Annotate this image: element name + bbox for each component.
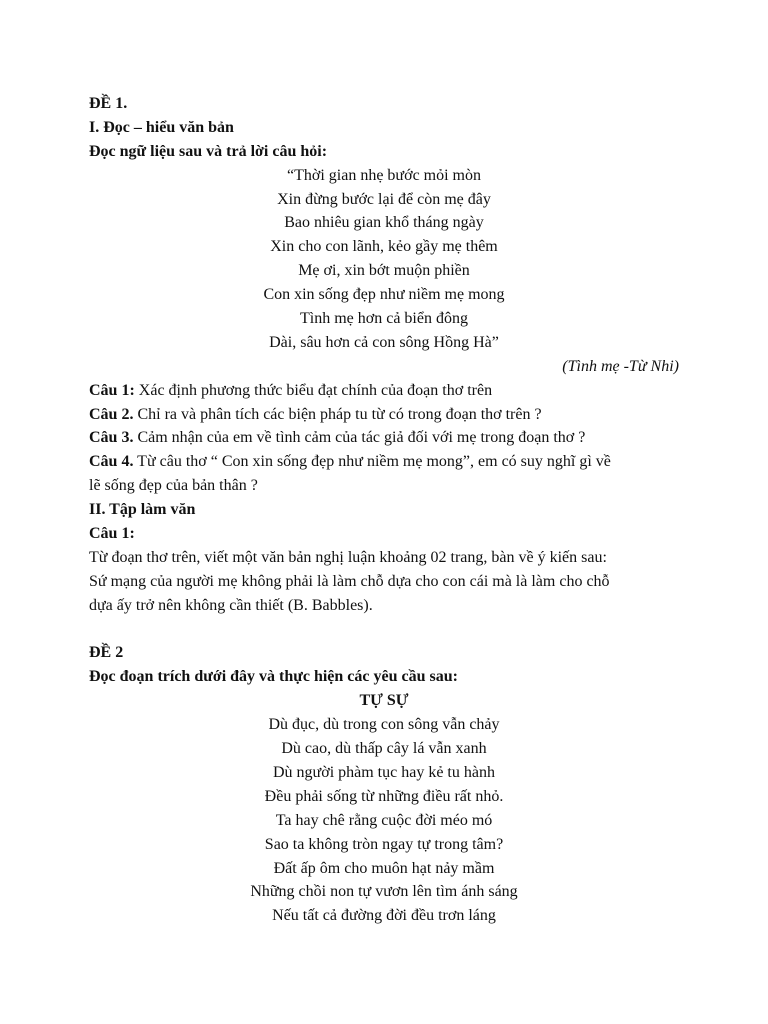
essay-line: Sứ mạng của người mẹ không phải là làm chỗ dựa cho con cái mà là làm cho chỗ: [89, 572, 610, 590]
poem-line: Xin đừng bước lại để còn mẹ đây: [277, 190, 491, 208]
poem-line: “Thời gian nhẹ bước mỏi mòn: [287, 166, 481, 184]
de1-poem: [89, 164, 679, 355]
poem-line: Tình mẹ hơn cả biển đông: [300, 310, 468, 328]
question-text: Cảm nhận của em về tình cảm của tác giả đối với mẹ trong đoạn thơ ?: [133, 429, 586, 447]
poem-line: Dù cao, dù thấp cây lá vẫn xanh: [281, 740, 487, 758]
poem-line: Ta hay chê rằng cuộc đời méo mó: [275, 811, 493, 829]
de2-poem-title: TỰ SỰ: [359, 692, 409, 710]
poem-line: Sao ta không tròn ngay tự trong tâm?: [264, 835, 504, 853]
poem-line: Con xin sống đẹp như niềm mẹ mong: [263, 286, 505, 304]
poem-line: Bao nhiêu gian khổ tháng ngày: [284, 214, 484, 232]
poem-line: Dài, sâu hơn cả con sông Hồng Hà”: [269, 333, 499, 351]
poem-source: (Tình mẹ -Từ Nhi): [562, 357, 679, 375]
poem-line: Dù người phàm tục hay kẻ tu hành: [273, 763, 495, 781]
de1-instruction: Đọc ngữ liệu sau và trả lời câu hỏi:: [89, 142, 328, 160]
question-2: [89, 403, 679, 427]
poem-line: Dù đục, dù trong con sông vẫn chảy: [268, 716, 500, 734]
essay-line: dựa ấy trở nên không cần thiết (B. Babbles).: [89, 596, 373, 614]
question-4-continuation: lẽ sống đẹp của bản thân ?: [89, 477, 258, 495]
poem-line: Đất ấp ôm cho muôn hạt nảy mầm: [273, 859, 495, 877]
de2-poem: [89, 713, 679, 928]
question-label: Câu 1:: [89, 381, 135, 399]
essay-line: Từ đoạn thơ trên, viết một văn bản nghị luận khoảng 02 trang, bàn về ý kiến sau:: [89, 548, 607, 566]
question-label: Câu 2.: [89, 405, 134, 423]
section-spacer: [89, 618, 679, 642]
de1-heading: ĐỀ 1.: [89, 95, 128, 112]
de1-section2-title: II. Tập làm văn: [89, 501, 196, 519]
de1-section2-question: Câu 1:: [89, 525, 135, 543]
poem-line: Đều phải sống từ những điều rất nhỏ.: [264, 787, 504, 805]
question-3: [89, 426, 679, 450]
document-page: [89, 92, 679, 928]
de1-section1-title: I. Đọc – hiểu văn bản: [89, 118, 234, 136]
de2-heading: ĐỀ 2: [89, 644, 124, 662]
poem-line: Mẹ ơi, xin bớt muộn phiền: [298, 262, 470, 280]
question-1: [89, 379, 679, 403]
question-4: [89, 450, 679, 474]
question-text: Từ câu thơ “ Con xin sống đẹp như niềm mẹ mong”, em có suy nghĩ gì về: [133, 453, 611, 471]
question-text: Xác định phương thức biểu đạt chính của đoạn thơ trên: [134, 381, 493, 399]
poem-line: Những chồi non tự vươn lên tìm ánh sáng: [250, 883, 518, 901]
de2-instruction: Đọc đoạn trích dưới đây và thực hiện các yêu cầu sau:: [89, 668, 458, 686]
poem-line: Nếu tất cả đường đời đều trơn láng: [272, 907, 496, 925]
question-label: Câu 4.: [89, 453, 134, 471]
poem-line: Xin cho con lãnh, kẻo gầy mẹ thêm: [270, 238, 498, 256]
question-text: Chỉ ra và phân tích các biện pháp tu từ có trong đoạn thơ trên ?: [133, 405, 542, 423]
question-label: Câu 3.: [89, 429, 134, 447]
